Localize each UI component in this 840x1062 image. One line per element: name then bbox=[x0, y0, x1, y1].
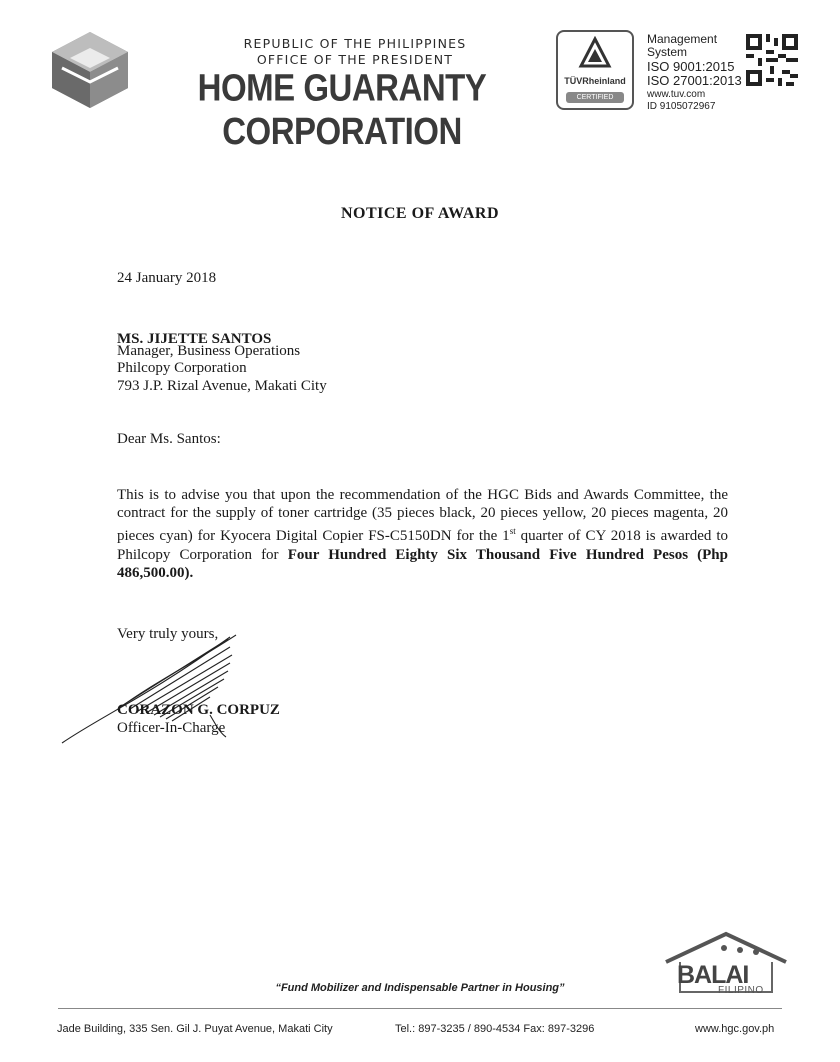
iso-27001: ISO 27001:2013 bbox=[647, 73, 742, 88]
hgc-logo-icon bbox=[48, 28, 132, 112]
closing: Very truly yours, bbox=[117, 626, 219, 642]
footer-address: Jade Building, 335 Sen. Gil J. Puyat Avenue, Makati City bbox=[57, 1023, 333, 1035]
tuv-website: www.tuv.com bbox=[647, 89, 706, 100]
signatory-name: CORAZON G. CORPUZ bbox=[117, 702, 280, 718]
body-paragraph bbox=[117, 486, 728, 582]
header-republic: REPUBLIC OF THE PHILIPPINES bbox=[243, 36, 467, 51]
recipient-address: 793 J.P. Rizal Avenue, Makati City bbox=[117, 378, 327, 394]
body-text-2: quarter of CY 2018 is awarded to Philcopy Corporation for bbox=[117, 528, 728, 563]
recipient-position: Manager, Business Operations bbox=[117, 343, 301, 359]
certificate-id: ID 9105072967 bbox=[647, 101, 716, 112]
salutation: Dear Ms. Santos: bbox=[117, 431, 221, 447]
tuv-certified-label: CERTIFIED bbox=[566, 92, 624, 103]
tuv-triangle-icon bbox=[578, 36, 612, 70]
tuv-name: TÜVRheinland bbox=[564, 76, 626, 86]
signatory-title: Officer-In-Charge bbox=[117, 720, 226, 736]
letter-date: 24 January 2018 bbox=[117, 270, 217, 286]
corporation-name: HOME GUARANTY CORPORATION bbox=[197, 66, 487, 153]
ordinal-suffix: st bbox=[509, 526, 516, 537]
qr-code-icon bbox=[746, 34, 798, 86]
footer-divider bbox=[58, 1008, 782, 1009]
footer-phones: Tel.: 897-3235 / 890-4534 Fax: 897-3296 bbox=[395, 1023, 595, 1035]
body-text-1: This is to advise you that upon the recommendation of the HGC Bids and Awards Committee, the contract for the supply of toner cartridge (35 pieces black, 20 pieces yellow, 20 pieces magenta, 20 pieces cyan) for Kyocera Digital Copier FS-C5150DN for the 1 bbox=[117, 487, 728, 545]
recipient-name: MS. JIJETTE SANTOS bbox=[117, 331, 272, 347]
recipient-company: Philcopy Corporation bbox=[117, 360, 247, 376]
filipino-wordmark: FILIPINO bbox=[718, 985, 764, 996]
mgmt-label: Management bbox=[647, 32, 718, 46]
iso-9001: ISO 9001:2015 bbox=[647, 59, 735, 74]
system-label: System bbox=[647, 45, 688, 59]
document-title: NOTICE OF AWARD bbox=[340, 205, 500, 222]
tagline: “Fund Mobilizer and Indispensable Partner in Housing” bbox=[275, 982, 565, 994]
header-office: OFFICE OF THE PRESIDENT bbox=[256, 52, 454, 67]
footer-website[interactable]: www.hgc.gov.ph bbox=[695, 1023, 775, 1035]
award-amount: Four Hundred Eighty Six Thousand Five Hundred Pesos (Php 486,500.00). bbox=[117, 546, 728, 581]
balai-wordmark: BALAI bbox=[677, 961, 749, 989]
